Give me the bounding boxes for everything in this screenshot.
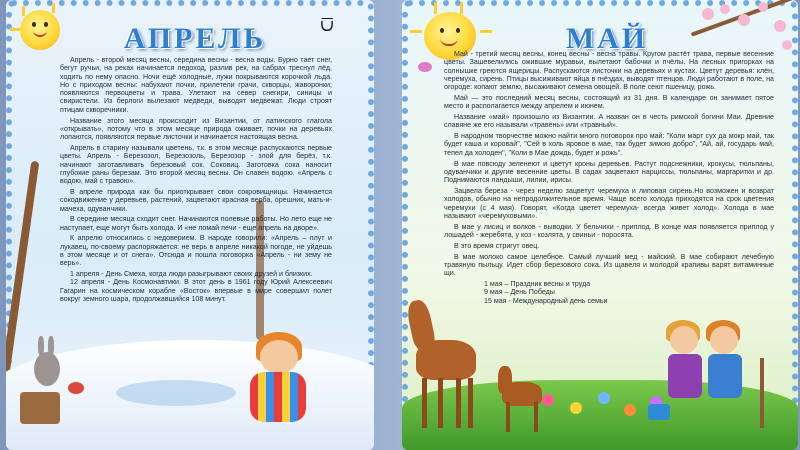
may-text	[444, 50, 774, 305]
paragraph: Апрель - второй месяц весны, середина весны - весна воды. Бурно тает снег, бегут ручьи, на реках начинается ледоход, разлив рек, на сабрах треснул лёд, ходить по нему опасно. Ночи ещё холодные, лужи покрываются корочкой льда. Но с приходом весны: набухают почки, прилетели грачи, скворцы, жаворонки; появляются первоцветы и трава. Улетают на север снегири, синицы и свиристели. Из берлоги вылезают медведи, выводят медвежат. Люди строят птицам скворечники.	[60, 56, 332, 114]
april-title: АПРЕЛЬ	[123, 22, 267, 55]
swallow-icon: ⩂	[320, 14, 334, 36]
paragraph: В мае молоко самое целебное. Самый лучший мед - майский. В мае собирают лечебную травяную пыльцу. Идет сбор березового сока. Из щавеля и молодой крапивы варят витаминные щи.	[444, 252, 774, 278]
holiday-item: 9 мая – День Победы	[484, 288, 555, 297]
flower-icon	[598, 392, 610, 404]
paragraph: Название этого месяца происходит из Византии, от латинского глагола «открывать», потому что в этом месяце природа оживает, почки на деревьях лопаются, появляются первые листочки и начинается настоящая весна.	[60, 116, 332, 142]
shovel-icon	[760, 358, 764, 428]
paragraph: Май - третий месяц весны, конец весны - весна травы. Кругом растёт трава, первые весенние цветы. Зашевелились ожившие муравьи, вылетают бабочки и пчёлы. На лесных пригорках на солнышке греются ящерицы. Распускаются листочки на деревьях и кустах. Цветут деревья: клён, черемуха, сирень. Птицы высиживают яйца в гнёздах, выводят птенцов. Люди работают в поле, на огороде: копают землю, высаживают семена овощей. В поле сеют пшеницу, рожь.	[444, 50, 774, 92]
paragraph: К апрелю относились с недоверием. В народе говорили: «Апрель – плут и лукавец, по-своему распоряжается: не верь в апреле никакой погоде, не уйдешь в этом месяце и от снега». Отсюда и пошла поговорка «Апрель - ни зему не верь».	[60, 234, 332, 268]
paragraph: Зацвела береза - через неделю зацветут черемуха и липовая сирень.Но возможен и возврат холодов, обычно на непродолжительное время. Чаще всего холода приходятся на срок цветения черемухи (с 4 мая). Говорят, «Когда цветет черемуха- всегда живет холод». Холода в мае называют «черемуховыми».	[444, 186, 774, 220]
watering-can-icon	[648, 404, 670, 420]
paragraph: В это время стригут овец.	[454, 241, 540, 250]
paragraph: Май — это последний месяц весны, состоящий из 31 дня. В календаре он занимает пятое место и располагается между апрелем и июнем.	[444, 93, 774, 111]
paragraph: Апрель в старину называли цветень, т.к. в этом месяце распускаются первые цветы. Апрель - Березозол, Березозоль, Березозор - злой для берёз, т.к. начинают заготавливать березовый сок. Соковиц. Заготовка сока наносит глубокие раны березам. Это второй месяц весны. Он славен водою. «Апрель с водою, май с травою».	[60, 143, 332, 186]
april-poster	[6, 0, 374, 450]
paragraph: 12 апреля - День Космонавтики. В этот день в 1961 году Юрий Алексеевич Гагарин на космическом корабле «Восток» впервые в мире совершил полет вокруг земного шара, продолжавшийся 108 минут.	[60, 278, 332, 304]
may-poster	[402, 0, 798, 450]
bird-icon	[68, 382, 84, 394]
paragraph: В апреле природа как бы приоткрывает свои сокровищницы. Начинается сокодвижение у деревьев, растений, зацветают красная верба, орешник, мать-и-мачеха, одуванчики.	[60, 187, 332, 213]
paragraph: Название «май» произошло из Византии. А назван он в честь римской богини Маи. Древние славяне же его называли «травень» или «травный».	[444, 113, 774, 130]
may-title: МАЙ	[565, 22, 649, 55]
butterfly-icon	[418, 62, 432, 72]
paragraph: В народном творчестве можно найти много поговорок про май: "Коли март сух да мокр май, так будет каша и коровай", "Сей в холь яровое в мае, так будет зимою добро", "Ай, ай, государь май, тепел да холоден", "Коли в Мае дождь, будет и рожь".	[444, 132, 774, 157]
holiday-item: 15 мая - Международный день семьи	[484, 296, 608, 305]
puddle	[116, 380, 236, 406]
flower-icon	[570, 402, 582, 414]
paragraph: В середине месяца сходит снег. Начинаются полевые работы. Но лето еще не наступает, еще могут быть холода. И «не ломай печи - еще апрель на дворе».	[60, 215, 332, 232]
paragraph: В мае у лисиц и волков - выводки. У бельчихи - приплод. В конце мая появляется приплод у лошадей - жеребята, у коз - козлята, у свиньи - поросята.	[444, 222, 774, 239]
flower-icon	[624, 404, 636, 416]
stump-icon	[20, 392, 60, 424]
paragraph: В мае повсюду зеленеют и цветут кроны деревьев. Растут подснежники, крокусы, тюльпаны, одуванчики и другие весенние цветы. В садах зацветают нарциссы, тюльпаны, маргаритки и др. Поднимаются ландыши, лилии, ирисы.	[444, 159, 774, 185]
april-text	[60, 56, 332, 306]
paragraph: 1 апреля - День Смеха, когда люди разыгрывают своих друзей и близких.	[70, 270, 313, 279]
flower-icon	[542, 394, 554, 406]
holiday-item: 1 мая – Праздник весны и труда	[484, 279, 591, 288]
